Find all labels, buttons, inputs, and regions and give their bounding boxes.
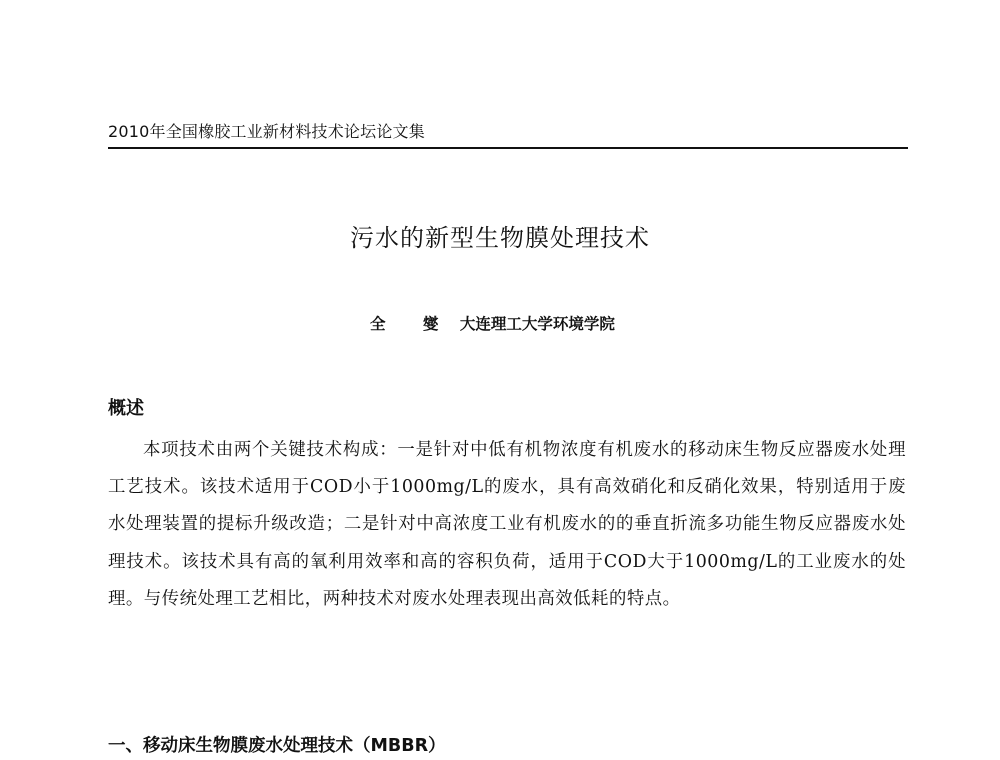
running-header [108,121,908,149]
overview-paragraph: 本项技术由两个关键技术构成：一是针对中低有机物浓度有机废水的移动床生物反应器废水处理工艺技术。该技术适用于COD小于1000mg/L的废水，具有高效硝化和反硝化效果，特别适用于废水处理装置的提标升级改造；二是针对中高浓度工业有机废水的的垂直折流多功能生物反应器废水处理技术。该技术具有高的氧利用效率和高的容积负荷，适用于COD大于1000mg/L的工业废水的处理。与传统处理工艺相比，两种技术对废水处理表现出高效低耗的特点。 [108,440,906,609]
running-header-text: 2010年全国橡胶工业新材料技术论坛论文集 [108,122,425,141]
author-affiliation: 大连理工大学环境学院 [459,315,615,333]
paper-title: 污水的新型生物膜处理技术 [350,224,650,252]
section-heading-overview: 概述 [108,398,144,419]
author-name: 全 燮 [370,315,455,333]
section-heading-mbbr: 一、移动床生物膜废水处理技术（MBBR） [108,736,446,756]
byline [370,312,615,336]
